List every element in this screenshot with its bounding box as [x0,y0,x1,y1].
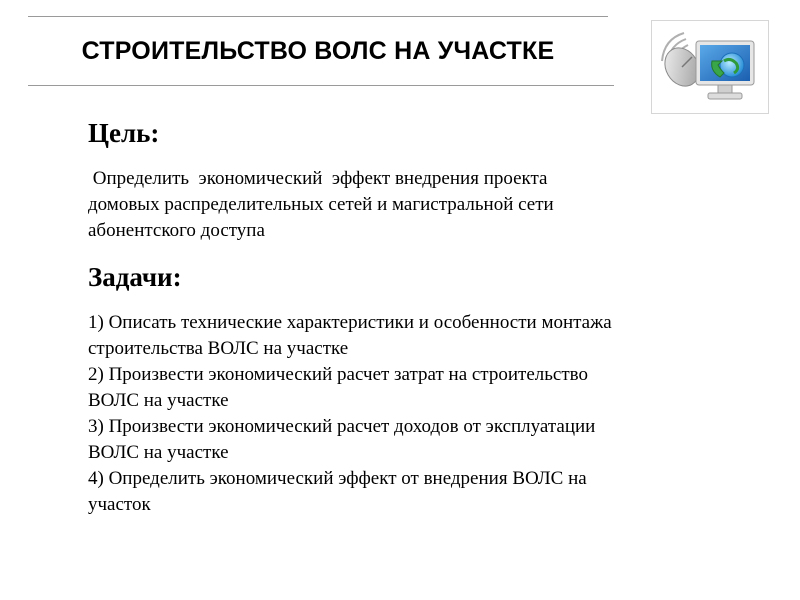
network-monitor-icon [651,20,769,114]
goal-heading: Цель: [88,118,160,148]
goal-text [88,166,708,244]
goal-text-line: абонентского доступа [88,220,265,241]
task-line: строительства ВОЛС на участке [88,338,349,359]
title-bottom-rule [28,85,614,86]
task-line: 1) Описать технические характеристики и особенности монтажа [88,312,612,333]
goal-text-line: Определить экономический эффект внедрения проекта [88,168,548,189]
slide-title: СТРОИТЕЛЬСТВО ВОЛС НА УЧАСТКЕ [81,37,555,65]
task-line: 2) Произвести экономический расчет затрат на строительство [88,364,588,385]
task-line: участок [88,494,151,515]
tasks-heading: Задачи: [88,262,182,292]
title-top-rule [28,16,608,17]
task-line: 3) Произвести экономический расчет доходов от эксплуатации [88,416,596,437]
tasks-list [88,310,708,518]
task-line: ВОЛС на участке [88,390,229,411]
goal-text-line: домовых распределительных сетей и магистральной сети [88,194,554,215]
task-line: 4) Определить экономический эффект от внедрения ВОЛС на [88,468,587,489]
task-line: ВОЛС на участке [88,442,229,463]
